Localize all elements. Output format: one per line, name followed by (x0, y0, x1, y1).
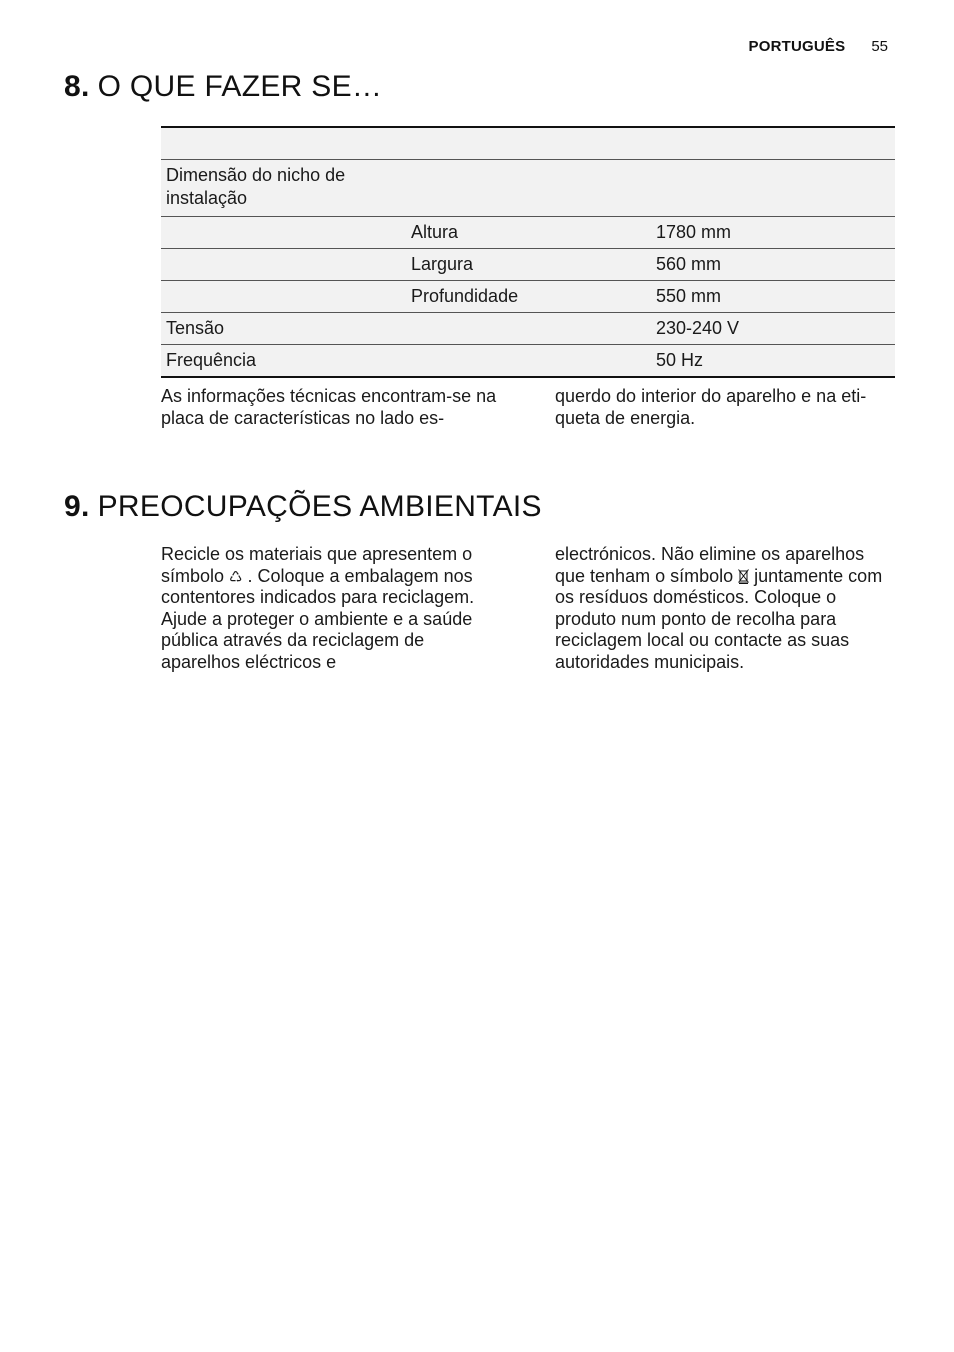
table-cell (406, 160, 651, 217)
text-column-left (161, 544, 501, 673)
language-label: PORTUGUÊS (748, 38, 846, 55)
page-number: 55 (871, 38, 888, 55)
recycle-icon: ♺ (229, 568, 243, 586)
paragraph: querdo do interior do aparelho e na eti- queta de energia. (555, 386, 867, 428)
table-row (161, 249, 895, 281)
table-row (161, 217, 895, 249)
technical-info-text (161, 386, 895, 429)
paragraph: electrónicos. Não elimine os aparelhos que tenham o símbolo juntamente com os resíduos domésticos. Coloque o produto num ponto de recolha para reciclagem local ou contacte as suas autoridades municipais. (555, 544, 883, 672)
paragraph: Recicle os materiais que apresentem o símbolo ♺ . Coloque a embalagem nos contentores indicados para reciclagem. (161, 544, 475, 607)
table-cell (161, 249, 406, 281)
text-column-right (555, 386, 895, 429)
section-9-number: 9. (64, 490, 90, 523)
section-8-heading: O QUE FAZER SE… (97, 70, 383, 103)
table-cell: 230-240 V (651, 313, 895, 345)
table-cell (651, 160, 895, 217)
section-9-title (64, 490, 542, 524)
table-cell: 560 mm (651, 249, 895, 281)
section-8-title (64, 70, 382, 104)
text-column-right (555, 544, 895, 673)
section-8-number: 8. (64, 70, 90, 103)
table-cell: Tensão (161, 313, 406, 345)
technical-data-table (161, 126, 895, 378)
table-row (161, 313, 895, 345)
table-cell: 50 Hz (651, 345, 895, 378)
table-row (161, 160, 895, 217)
crossed-bin-icon (738, 569, 749, 585)
table-cell (406, 313, 651, 345)
page-header (749, 38, 889, 55)
table-row (161, 345, 895, 378)
table-cell: 550 mm (651, 281, 895, 313)
table-cell (161, 217, 406, 249)
table-cell: 1780 mm (651, 217, 895, 249)
table-cell (406, 345, 651, 378)
table-cell: Altura (406, 217, 651, 249)
table-cell: Frequência (161, 345, 406, 378)
table-cell (161, 281, 406, 313)
table-header-row (161, 127, 895, 160)
table-row (161, 281, 895, 313)
text-column-left (161, 386, 501, 429)
paragraph: Ajude a proteger o ambiente e a saúde pública através da reciclagem de aparelhos eléctricos e (161, 608, 473, 672)
section-9-heading: PREOCUPAÇÕES AMBIENTAIS (97, 490, 542, 523)
table-cell: Profundidade (406, 281, 651, 313)
table-cell: Dimensão do nicho de instalação (161, 160, 406, 217)
environment-text (161, 544, 895, 673)
paragraph: As informações técnicas encontram-se na placa de características no lado es- (161, 386, 497, 428)
table-cell: Largura (406, 249, 651, 281)
